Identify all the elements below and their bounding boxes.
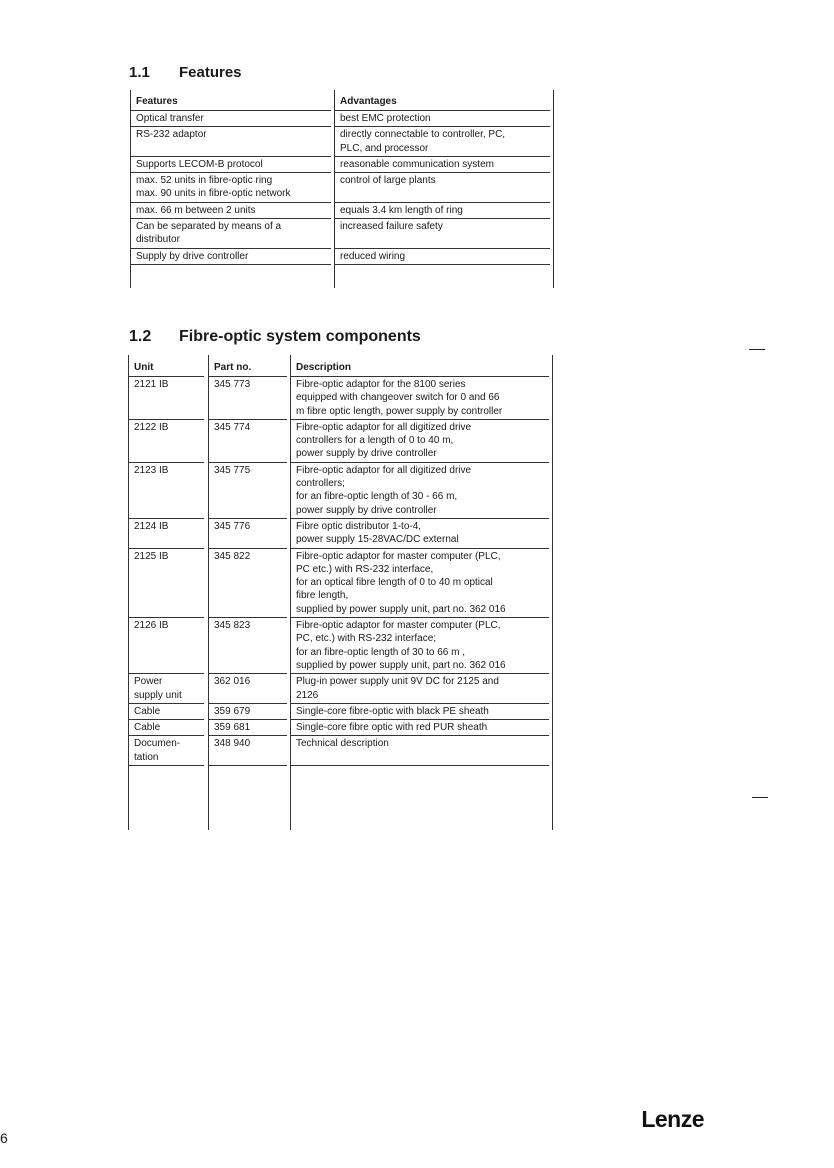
unit-cell-text: 2124 IB bbox=[134, 520, 169, 532]
description-cell bbox=[291, 463, 549, 519]
description-cell bbox=[291, 377, 549, 420]
advantage-cell-text: reasonable communication system bbox=[340, 158, 494, 170]
description-cell-text: Fibre optic distributor 1-to-4, bbox=[296, 520, 422, 532]
features-column bbox=[131, 92, 331, 265]
part-cell bbox=[209, 549, 287, 619]
unit-cell bbox=[129, 377, 204, 420]
unit-cell bbox=[129, 704, 204, 720]
page-number: 6 bbox=[0, 1130, 8, 1146]
unit-cell-text: Cable bbox=[134, 722, 161, 734]
advantage-cell bbox=[335, 157, 550, 173]
unit-header: Unit bbox=[129, 358, 204, 377]
description-cell-text: power supply by drive controller bbox=[296, 448, 437, 460]
part-cell-text: 345 776 bbox=[214, 520, 251, 532]
description-cell bbox=[291, 736, 549, 766]
unit-cell-text: Documen- bbox=[134, 738, 181, 750]
advantage-cell-text: equals 3.4 km length of ring bbox=[340, 204, 463, 216]
unit-cell bbox=[129, 420, 204, 463]
lenze-logo: Lenze bbox=[641, 1106, 704, 1132]
description-cell-text: power supply by drive controller bbox=[296, 504, 437, 516]
description-header: Description bbox=[291, 358, 549, 377]
advantage-cell-text: PLC, and processor bbox=[340, 142, 429, 154]
feature-cell bbox=[131, 203, 331, 219]
description-cell-text: controllers; bbox=[296, 478, 345, 490]
section-heading-features bbox=[129, 64, 242, 81]
advantage-cell-text: control of large plants bbox=[340, 175, 436, 187]
feature-cell-text: Can be separated by means of a bbox=[136, 221, 282, 233]
advantage-cell bbox=[335, 173, 550, 203]
description-cell bbox=[291, 549, 549, 619]
part-cell-text: 359 681 bbox=[214, 722, 251, 734]
part-cell-text: 345 774 bbox=[214, 421, 251, 433]
unit-cell bbox=[129, 549, 204, 619]
feature-cell-text: RS-232 adaptor bbox=[136, 129, 207, 141]
feature-cell bbox=[131, 157, 331, 173]
part-cell-text: 345 823 bbox=[214, 620, 251, 632]
description-cell-text: for an optical fibre length of 0 to 40 m optical bbox=[296, 577, 493, 589]
description-cell-text: Fibre-optic adaptor for all digitized drive bbox=[296, 421, 472, 433]
description-cell bbox=[291, 420, 549, 463]
part-cell bbox=[209, 618, 287, 674]
description-cell-text: Technical description bbox=[296, 738, 389, 750]
description-cell bbox=[291, 618, 549, 674]
description-cell-text: 2126 bbox=[296, 689, 319, 701]
part-cell-text: 362 016 bbox=[214, 676, 251, 688]
advantage-cell bbox=[335, 111, 550, 127]
advantages-column bbox=[335, 92, 550, 265]
unit-cell-text: Power bbox=[134, 676, 163, 688]
part-cell bbox=[209, 674, 287, 704]
description-cell bbox=[291, 704, 549, 720]
part-cell bbox=[209, 736, 287, 766]
advantage-cell-text: increased failure safety bbox=[340, 221, 443, 233]
margin-mark bbox=[752, 797, 768, 798]
description-column bbox=[291, 358, 549, 766]
section-heading-components bbox=[129, 328, 421, 346]
feature-cell bbox=[131, 249, 331, 265]
feature-cell-text: max. 52 units in fibre-optic ring bbox=[136, 175, 273, 187]
part-cell-text: 345 822 bbox=[214, 550, 251, 562]
description-cell bbox=[291, 519, 549, 549]
description-cell-text: PC etc.) with RS-232 interface, bbox=[296, 563, 434, 575]
description-cell-text: Fibre-optic adaptor for all digitized drive bbox=[296, 464, 472, 476]
part-cell bbox=[209, 704, 287, 720]
feature-cell bbox=[131, 111, 331, 127]
advantage-cell-text: directly connectable to controller, PC, bbox=[340, 129, 506, 141]
description-cell-text: supplied by power supply unit, part no. 362 016 bbox=[296, 603, 506, 615]
feature-cell bbox=[131, 127, 331, 157]
part-cell bbox=[209, 720, 287, 736]
advantage-cell bbox=[335, 127, 550, 157]
unit-cell bbox=[129, 618, 204, 674]
part-header: Part no. bbox=[209, 358, 287, 377]
description-cell-text: Fibre-optic adaptor for the 8100 series bbox=[296, 379, 466, 390]
section-number: 1.2 bbox=[129, 328, 152, 345]
unit-cell bbox=[129, 674, 204, 704]
description-cell-text: PC, etc.) with RS-232 interface; bbox=[296, 633, 437, 645]
part-cell-text: 348 940 bbox=[214, 738, 251, 750]
unit-cell-text: 2121 IB bbox=[134, 379, 169, 390]
unit-cell bbox=[129, 720, 204, 736]
unit-cell-text: 2122 IB bbox=[134, 421, 169, 433]
section-number: 1.1 bbox=[129, 64, 150, 81]
part-cell-text: 359 679 bbox=[214, 705, 251, 717]
unit-cell-text: 2126 IB bbox=[134, 620, 169, 632]
feature-cell-text: distributor bbox=[136, 234, 180, 246]
advantage-cell bbox=[335, 249, 550, 265]
description-cell-text: for an fibre-optic length of 30 - 66 m, bbox=[296, 491, 458, 503]
feature-cell-text: Optical transfer bbox=[136, 113, 204, 124]
description-cell-text: for an fibre-optic length of 30 to 66 m , bbox=[296, 646, 465, 658]
part-column bbox=[209, 358, 287, 766]
part-cell-text: 345 775 bbox=[214, 464, 251, 476]
section-title: Fibre-optic system components bbox=[179, 328, 421, 345]
description-cell-text: Single-core fibre-optic with black PE sheath bbox=[296, 705, 489, 717]
unit-column bbox=[129, 358, 204, 766]
unit-cell-text: 2123 IB bbox=[134, 464, 169, 476]
advantage-cell bbox=[335, 219, 550, 249]
description-cell-text: controllers for a length of 0 to 40 m, bbox=[296, 435, 454, 447]
unit-cell-text: supply unit bbox=[134, 689, 182, 701]
description-cell-text: Single-core fibre optic with red PUR sheath bbox=[296, 722, 488, 734]
feature-cell-text: max. 66 m between 2 units bbox=[136, 204, 256, 216]
part-cell bbox=[209, 377, 287, 420]
feature-cell-text: Supply by drive controller bbox=[136, 250, 249, 262]
unit-cell-text: 2125 IB bbox=[134, 550, 169, 562]
description-cell-text: Fibre-optic adaptor for master computer (PLC, bbox=[296, 550, 501, 562]
advantage-cell-text: best EMC protection bbox=[340, 113, 431, 124]
part-cell-text: 345 773 bbox=[214, 379, 251, 390]
advantage-cell bbox=[335, 203, 550, 219]
advantage-cell-text: reduced wiring bbox=[340, 250, 406, 262]
advantages-header: Advantages bbox=[335, 92, 550, 111]
part-cell bbox=[209, 420, 287, 463]
table-border bbox=[553, 90, 554, 288]
description-cell-text: equipped with changeover switch for 0 and 66 bbox=[296, 392, 500, 404]
section-title: Features bbox=[179, 64, 242, 81]
description-cell bbox=[291, 720, 549, 736]
unit-cell bbox=[129, 463, 204, 519]
description-cell-text: Fibre-optic adaptor for master computer (PLC, bbox=[296, 620, 501, 632]
feature-cell-text: max. 90 units in fibre-optic network bbox=[136, 188, 291, 200]
table-border bbox=[552, 355, 553, 830]
unit-cell-text: tation bbox=[134, 751, 159, 763]
description-cell-text: power supply 15-28VAC/DC external bbox=[296, 534, 459, 546]
unit-cell bbox=[129, 519, 204, 549]
feature-cell bbox=[131, 173, 331, 203]
description-cell-text: Plug-in power supply unit 9V DC for 2125 and bbox=[296, 676, 499, 688]
part-cell bbox=[209, 463, 287, 519]
description-cell-text: fibre length, bbox=[296, 590, 349, 602]
part-cell bbox=[209, 519, 287, 549]
description-cell-text: m fibre optic length, power supply by controller bbox=[296, 405, 503, 417]
margin-mark bbox=[749, 349, 765, 350]
feature-cell bbox=[131, 219, 331, 249]
description-cell bbox=[291, 674, 549, 704]
features-header: Features bbox=[131, 92, 331, 111]
description-cell-text: supplied by power supply unit, part no. 362 016 bbox=[296, 659, 506, 671]
unit-cell bbox=[129, 736, 204, 766]
unit-cell-text: Cable bbox=[134, 705, 161, 717]
feature-cell-text: Supports LECOM-B protocol bbox=[136, 158, 263, 170]
